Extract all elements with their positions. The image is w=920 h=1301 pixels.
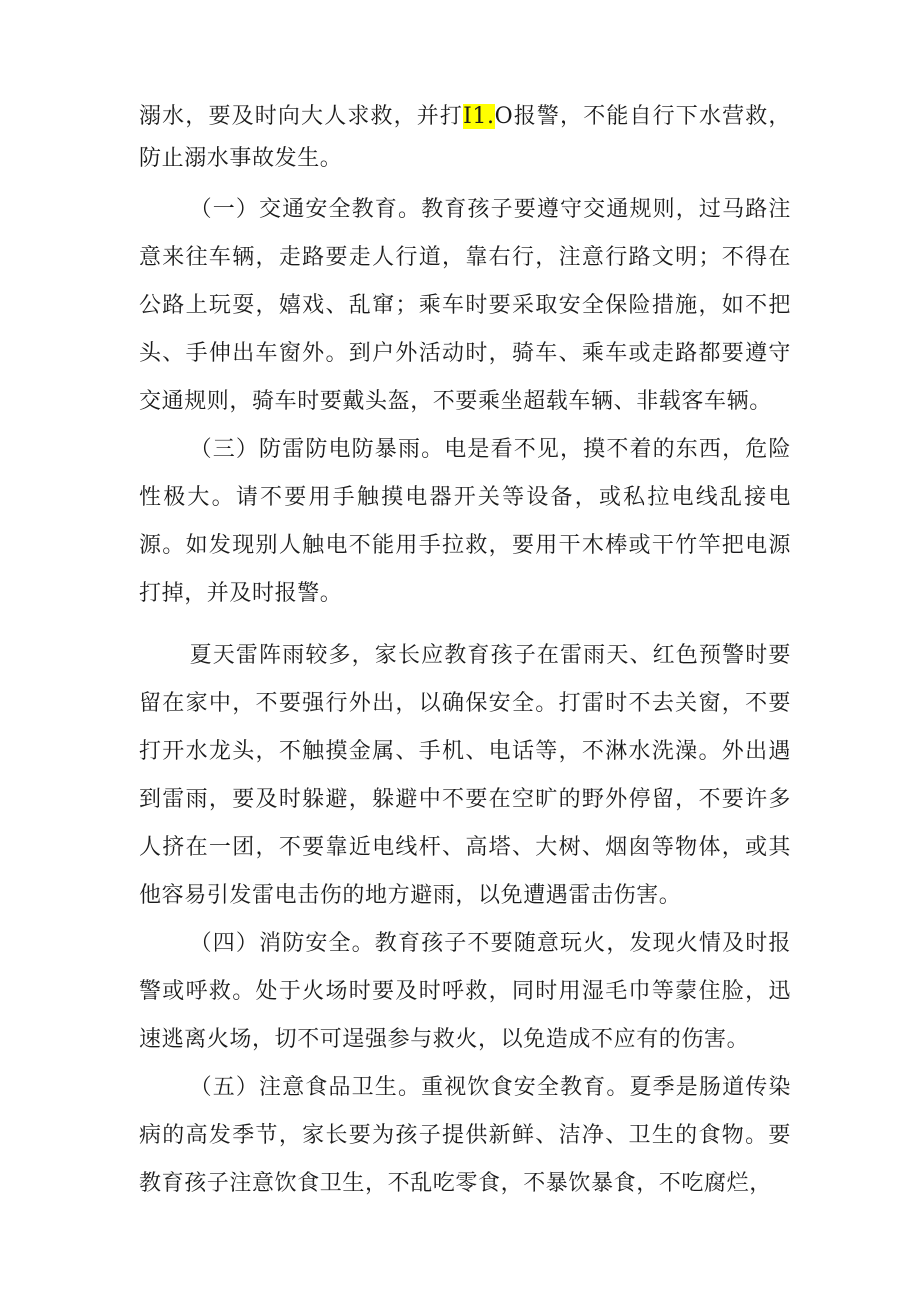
paragraph-drowning-end <box>139 96 791 180</box>
paragraph-thunderstorm: 夏天雷阵雨较多，家长应教育孩子在雷雨天、红色预警时要留在家中，不要强行外出，以确保安全。打雷时不去关窗，不要打开水龙头，不触摸金属、手机、电话等，不淋水洗澡。外出遇到雷雨，要及时躲避，躲避中不要在空旷的野外停留，不要许多人挤在一团，不要靠近电线杆、高塔、大树、烟囱等物体，或其他容易引发雷电击伤的地方避雨，以免遭遇雷击伤害。 <box>139 643 791 908</box>
document-page <box>139 96 791 1208</box>
paragraph-fire-safety: （四）消防安全。教育孩子不要随意玩火，发现火情及时报警或呼救。处于火场时要及时呼救，同时用湿毛巾等蒙住脸，迅速逃离火场，切不可逞强参与救火，以免造成不应有的伤害。 <box>139 931 791 1052</box>
highlighted-text: I1. <box>463 104 495 129</box>
paragraph-text: 溺水，要及时向大人求救，并打 <box>139 104 464 129</box>
paragraph-food-hygiene: （五）注意食品卫生。重视饮食安全教育。夏季是肠道传染病的高发季节，家长要为孩子提供新鲜、洁净、卫生的食物。要教育孩子注意饮食卫生，不乱吃零食，不暴饮暴食，不吃腐烂， <box>139 1075 791 1196</box>
paragraph-text: O报警，不能自行下水营救，防止溺水事故发生。 <box>139 104 791 171</box>
paragraph-lightning-electric-safety: （三）防雷防电防暴雨。电是看不见，摸不着的东西，危险性极大。请不要用手触摸电器开关等设备，或私拉电线乱接电源。如发现别人触电不能用手拉救，要用干木棒或干竹竿把电源打掉，并及时报警。 <box>139 437 791 606</box>
paragraph-traffic-safety: （一）交通安全教育。教育孩子要遵守交通规则，过马路注意来往车辆，走路要走人行道，靠右行，注意行路文明；不得在公路上玩耍，嬉戏、乱窜；乘车时要采取安全保险措施，如不把头、手伸出车窗外。到户外活动时，骑车、乘车或走路都要遵守交通规则，骑车时要戴头盔，不要乘坐超载车辆、非载客车辆。 <box>139 197 791 414</box>
